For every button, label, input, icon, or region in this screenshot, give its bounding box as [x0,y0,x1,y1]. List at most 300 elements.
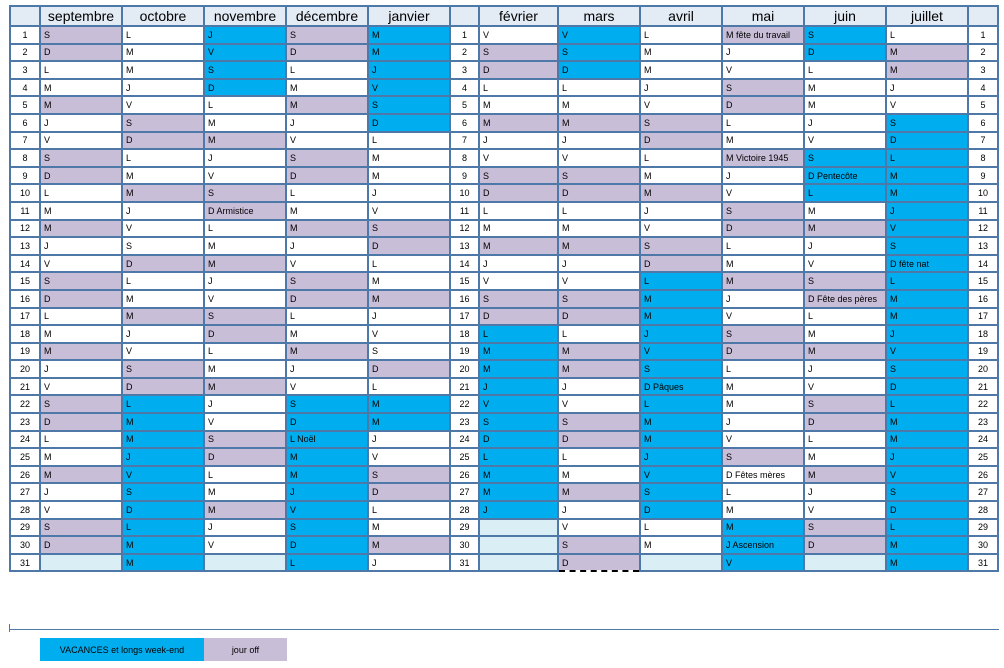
day-cell [804,255,886,273]
day-label: M [890,170,898,181]
month-header: décembre [286,6,368,26]
day-cell [204,61,286,79]
day-cell [640,149,722,167]
day-cell [722,237,804,255]
month-header: mai [722,6,804,26]
day-label: L [808,64,814,75]
day-cell [286,360,368,378]
day-label: M [483,364,491,375]
day-label: M [208,487,216,498]
day-cell [286,290,368,308]
day-number: 29 [10,519,40,537]
day-cell [804,519,886,537]
day-label: J [890,452,895,463]
day-number-middle: 26 [450,466,479,484]
day-label: S [890,240,897,251]
table-row [10,79,998,97]
day-label: M [808,452,816,463]
day-label: S [44,29,51,40]
day-number-middle: 20 [450,360,479,378]
day-label: J [126,328,131,339]
day-label: V [208,293,215,304]
day-cell [368,466,450,484]
day-cell [804,132,886,150]
day-cell [204,167,286,185]
day-number-right: 8 [968,149,998,167]
day-label: D [644,504,651,515]
month-header: octobre [122,6,204,26]
day-cell [640,343,722,361]
day-cell [886,61,968,79]
day-number: 5 [10,96,40,114]
day-label: V [808,135,815,146]
day-cell [722,79,804,97]
table-row [10,237,998,255]
day-label: M [44,100,52,111]
day-cell [122,325,204,343]
day-cell [204,255,286,273]
day-cell [558,343,640,361]
day-cell [640,61,722,79]
day-cell [640,237,722,255]
day-cell [722,167,804,185]
day-cell [122,360,204,378]
day-cell [204,395,286,413]
day-number-middle: 14 [450,255,479,273]
day-label: M [890,557,898,568]
day-cell [122,255,204,273]
day-cell [886,448,968,466]
day-cell [368,61,450,79]
day-label: S [290,399,297,410]
day-cell [204,360,286,378]
day-cell [368,431,450,449]
day-number-middle: 23 [450,413,479,431]
day-number: 13 [10,237,40,255]
day-cell [40,325,122,343]
day-label: V [890,100,897,111]
month-header: février [479,6,558,26]
day-label: M [644,170,652,181]
day-label: S [726,452,733,463]
day-cell [804,501,886,519]
day-label: M Victoire 1945 [726,152,789,163]
day-cell [286,536,368,554]
day-label: D [890,504,897,515]
day-cell [722,114,804,132]
day-cell [40,149,122,167]
day-cell [640,554,722,572]
day-cell [368,413,450,431]
day-label: S [644,117,651,128]
day-number-middle: 28 [450,501,479,519]
day-label: M [644,540,652,551]
day-cell [722,308,804,326]
day-label: M [208,117,216,128]
day-cell [558,554,640,572]
day-cell [368,96,450,114]
day-label: S [808,276,815,287]
day-cell [368,167,450,185]
day-label: D [890,381,897,392]
day-cell [886,466,968,484]
day-cell [204,483,286,501]
day-cell [558,272,640,290]
day-cell [722,343,804,361]
day-label: J Ascension [726,540,775,551]
day-label: S [290,276,297,287]
day-cell [122,378,204,396]
day-label: D [44,47,51,58]
day-label: S [562,170,569,181]
day-cell [722,448,804,466]
day-label: D [372,117,379,128]
day-cell [479,501,558,519]
day-cell [886,501,968,519]
day-cell [886,536,968,554]
day-cell [368,325,450,343]
day-label: L [483,452,489,463]
day-label: D [726,223,733,234]
day-cell [122,395,204,413]
day-label: M [562,487,570,498]
day-number-middle: 2 [450,44,479,62]
day-label: V [126,100,133,111]
day-label: D [644,258,651,269]
table-row [10,554,998,572]
day-label: S [126,117,133,128]
day-number: 1 [10,26,40,44]
day-label: S [44,152,51,163]
day-label: D [290,540,297,551]
day-cell [286,325,368,343]
day-label: M [890,188,898,199]
day-label: D [372,240,379,251]
day-cell [558,360,640,378]
day-cell [204,202,286,220]
day-label: L [644,522,650,533]
day-cell [722,26,804,44]
day-number-right: 15 [968,272,998,290]
day-cell [640,536,722,554]
day-cell [122,237,204,255]
day-label: V [208,47,215,58]
day-cell [122,114,204,132]
day-cell [286,114,368,132]
day-label: M [808,100,816,111]
day-cell [122,44,204,62]
table-row [10,395,998,413]
day-label: J [562,381,567,392]
day-cell [558,501,640,519]
day-label: J [808,487,813,498]
table-row [10,466,998,484]
day-cell [804,44,886,62]
day-label: S [290,29,297,40]
table-row [10,360,998,378]
day-cell [804,114,886,132]
day-label: L [890,276,896,287]
day-label: V [644,223,651,234]
day-label: J [726,170,731,181]
day-cell [122,96,204,114]
day-label: D [44,540,51,551]
day-cell [40,431,122,449]
day-label: M [126,188,134,199]
day-cell [204,554,286,572]
day-cell [722,61,804,79]
day-label: L [126,399,132,410]
day-label: V [562,152,569,163]
day-cell [558,536,640,554]
table-row [10,184,998,202]
day-label: D Pâques [644,381,684,392]
day-cell [558,149,640,167]
day-label: V [726,311,733,322]
day-cell [804,325,886,343]
day-label: L [208,100,214,111]
day-cell [640,132,722,150]
day-cell [368,378,450,396]
day-cell [122,26,204,44]
day-number: 30 [10,536,40,554]
day-label: V [808,504,815,515]
day-label: D [208,328,215,339]
day-label: M [808,205,816,216]
day-cell [368,448,450,466]
day-cell [479,413,558,431]
day-cell [204,79,286,97]
day-label: S [644,240,651,251]
day-cell [122,308,204,326]
day-cell [368,237,450,255]
day-label: M [808,223,816,234]
day-label: S [483,170,490,181]
day-cell [804,237,886,255]
day-label: L [726,240,732,251]
day-cell [558,114,640,132]
day-number: 21 [10,378,40,396]
day-label: S [44,522,51,533]
day-label: D [562,188,569,199]
day-label: L [562,328,568,339]
day-cell [286,79,368,97]
day-cell [886,308,968,326]
day-label: M [290,452,298,463]
day-number-right: 5 [968,96,998,114]
day-cell [122,343,204,361]
month-header: avril [640,6,722,26]
day-label: M [726,258,734,269]
day-label: S [372,346,379,357]
day-label: D [372,364,379,375]
day-number-right: 10 [968,184,998,202]
day-label: V [562,29,569,40]
day-cell [40,220,122,238]
day-label: J [290,117,295,128]
day-label: J [372,64,377,75]
day-number-right: 23 [968,413,998,431]
day-cell [204,26,286,44]
day-cell [40,26,122,44]
day-label: M [890,47,898,58]
day-cell [122,220,204,238]
table-row [10,220,998,238]
day-cell [722,132,804,150]
day-number: 3 [10,61,40,79]
day-label: L [890,152,896,163]
day-label: M [644,416,652,427]
day-label: J [808,364,813,375]
day-cell [640,501,722,519]
day-number-right: 2 [968,44,998,62]
day-label: V [126,469,133,480]
day-label: D [290,416,297,427]
day-label: J [208,29,213,40]
day-cell [40,466,122,484]
day-cell [368,536,450,554]
day-label: M [890,416,898,427]
day-label: J [726,416,731,427]
day-label: J [126,82,131,93]
day-label: D Fête des pères [808,293,878,304]
day-cell [722,149,804,167]
table-row [10,290,998,308]
day-label: L [372,381,378,392]
day-cell [722,501,804,519]
day-cell [640,44,722,62]
day-label: M [126,64,134,75]
day-label: V [726,64,733,75]
table-bottom-line [9,629,999,630]
day-cell [722,519,804,537]
day-cell [204,290,286,308]
day-label: J [644,452,649,463]
day-number-right: 25 [968,448,998,466]
day-number-right: 12 [968,220,998,238]
day-number: 27 [10,483,40,501]
day-cell [368,79,450,97]
day-number: 23 [10,413,40,431]
table-row [10,483,998,501]
table-row [10,202,998,220]
legend-jour-off: jour off [204,638,287,661]
day-number: 22 [10,395,40,413]
day-cell [479,96,558,114]
day-cell [479,519,558,537]
day-label: D [808,47,815,58]
day-label: L [372,504,378,515]
day-label: J [208,522,213,533]
day-label: M [483,240,491,251]
day-number: 16 [10,290,40,308]
day-label: D [483,434,490,445]
day-label: M [44,82,52,93]
day-label: L [372,258,378,269]
day-cell [640,220,722,238]
right-corner-cell [968,6,998,26]
day-label: M fête du travail [726,29,791,40]
day-label: L [726,487,732,498]
day-cell [479,255,558,273]
day-cell [40,237,122,255]
day-label: L [890,522,896,533]
day-number-middle: 29 [450,519,479,537]
day-label: L [483,82,489,93]
day-label: M [726,276,734,287]
day-cell [479,79,558,97]
day-cell [40,255,122,273]
day-cell [479,272,558,290]
day-label: V [44,504,51,515]
day-cell [640,202,722,220]
day-cell [122,79,204,97]
day-label: M [126,311,134,322]
day-label: V [808,258,815,269]
day-label: S [208,434,215,445]
day-label: J [890,82,895,93]
day-label: S [208,64,215,75]
day-cell [640,167,722,185]
day-cell [40,413,122,431]
day-cell [804,79,886,97]
day-label: D [44,416,51,427]
day-cell [122,483,204,501]
day-label: L [290,64,296,75]
day-cell [204,431,286,449]
table-row [10,325,998,343]
day-label: M [483,100,491,111]
day-cell [286,501,368,519]
table-row [10,519,998,537]
day-label: S [890,117,897,128]
day-label: S [726,328,733,339]
day-label: D [126,258,133,269]
day-cell [204,343,286,361]
day-label: D [562,311,569,322]
day-cell [479,184,558,202]
day-cell [640,378,722,396]
month-header-row [10,6,998,26]
day-cell [558,255,640,273]
day-label: S [562,416,569,427]
day-cell [886,149,968,167]
day-label: M [208,364,216,375]
day-number-middle: 21 [450,378,479,396]
day-cell [204,378,286,396]
day-label: L [126,522,132,533]
day-label: J [126,205,131,216]
day-cell [40,501,122,519]
day-label: M [644,434,652,445]
day-cell [640,395,722,413]
day-label: M [208,135,216,146]
day-cell [122,448,204,466]
day-label: J [644,82,649,93]
day-label: D Pentecôte [808,170,858,181]
day-cell [558,413,640,431]
day-cell [479,466,558,484]
day-label: L [208,223,214,234]
day-label: M [126,416,134,427]
day-label: V [483,276,490,287]
day-cell [479,290,558,308]
day-cell [804,272,886,290]
day-label: S [44,399,51,410]
day-number-right: 14 [968,255,998,273]
day-label: M [372,540,380,551]
day-label: L [726,117,732,128]
